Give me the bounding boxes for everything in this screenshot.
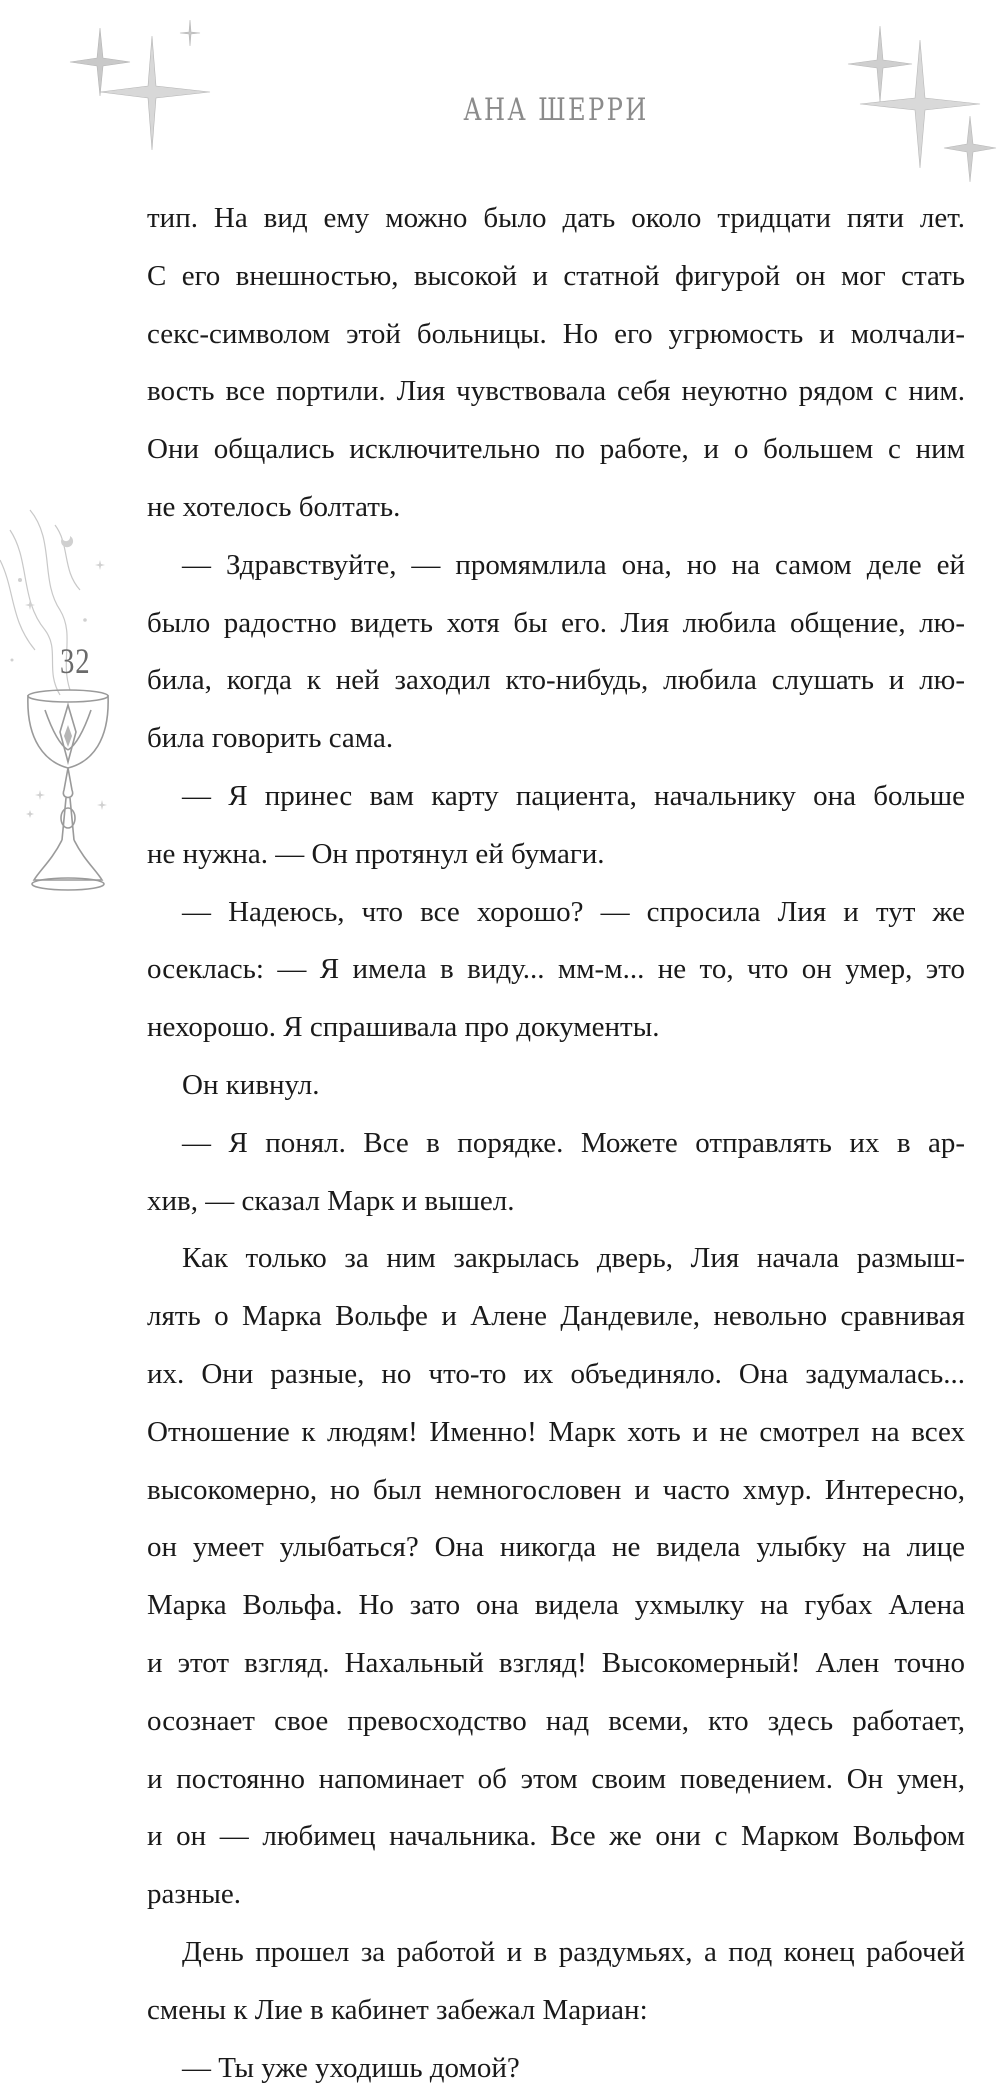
text-line: и он — любимец начальника. Все же они с Марком Вольфом bbox=[147, 1808, 965, 1866]
text-line: и постоянно напоминает об этом своим поведением. Он умен, bbox=[147, 1751, 965, 1809]
text-line: — Я принес вам карту пациента, начальнику она больше bbox=[147, 768, 965, 826]
text-line: С его внешностью, высокой и статной фигурой он мог стать bbox=[147, 248, 965, 306]
text-line: не нужна. — Он протянул ей бумаги. bbox=[147, 826, 965, 884]
text-line: осознает свое превосходство над всеми, кто здесь работает, bbox=[147, 1693, 965, 1751]
text-line: высокомерно, но был немногословен и часто хмур. Интересно, bbox=[147, 1462, 965, 1520]
text-line: осеклась: — Я имела в виду... мм-м... не то, что он умер, это bbox=[147, 941, 965, 999]
text-line: Отношение к людям! Именно! Марк хоть и не смотрел на всех bbox=[147, 1404, 965, 1462]
text-line: секс-символом этой больницы. Но его угрюмость и молчали- bbox=[147, 306, 965, 364]
text-line: Он кивнул. bbox=[147, 1057, 965, 1115]
text-line: тип. На вид ему можно было дать около тридцати пяти лет. bbox=[147, 190, 965, 248]
text-line: нехорошо. Я спрашивала про документы. bbox=[147, 999, 965, 1057]
text-line: — Ты уже уходишь домой? bbox=[147, 2040, 965, 2097]
text-line: и этот взгляд. Нахальный взгляд! Высокомерный! Ален точно bbox=[147, 1635, 965, 1693]
text-line: вость все портили. Лия чувствовала себя неуютно рядом с ним. bbox=[147, 363, 965, 421]
text-line: била говорить сама. bbox=[147, 710, 965, 768]
text-line: била, когда к ней заходил кто-нибудь, любила слушать и лю- bbox=[147, 652, 965, 710]
text-line: хив, — сказал Марк и вышел. bbox=[147, 1173, 965, 1231]
text-line: — Я понял. Все в порядке. Можете отправлять их в ар- bbox=[147, 1115, 965, 1173]
running-head-author: АНА ШЕРРИ bbox=[166, 92, 946, 128]
text-line: — Надеюсь, что все хорошо? — спросила Лия и тут же bbox=[147, 884, 965, 942]
text-line: он умеет улыбаться? Она никогда не видела улыбку на лице bbox=[147, 1519, 965, 1577]
text-line: Как только за ним закрылась дверь, Лия начала размыш- bbox=[147, 1230, 965, 1288]
text-line: их. Они разные, но что-то их объединяло. Она задумалась... bbox=[147, 1346, 965, 1404]
text-line: не хотелось болтать. bbox=[147, 479, 965, 537]
text-line: — Здравствуйте, — промямлила она, но на самом деле ей bbox=[147, 537, 965, 595]
text-line: Марка Вольфа. Но зато она видела ухмылку на губах Алена bbox=[147, 1577, 965, 1635]
text-line: День прошел за работой и в раздумьях, а под конец рабочей bbox=[147, 1924, 965, 1982]
text-line: разные. bbox=[147, 1866, 965, 1924]
text-line: лять о Марка Вольфе и Алене Дандевиле, невольно сравнивая bbox=[147, 1288, 965, 1346]
goblet-ornament-icon bbox=[0, 500, 140, 920]
sparkles-top-left-icon bbox=[60, 20, 230, 150]
body-text bbox=[147, 190, 965, 2097]
page-number: 32 bbox=[60, 640, 90, 682]
text-line: Они общались исключительно по работе, и о большем с ним bbox=[147, 421, 965, 479]
text-line: было радостно видеть хотя бы его. Лия любила общение, лю- bbox=[147, 595, 965, 653]
text-line: смены к Лие в кабинет забежал Мариан: bbox=[147, 1982, 965, 2040]
